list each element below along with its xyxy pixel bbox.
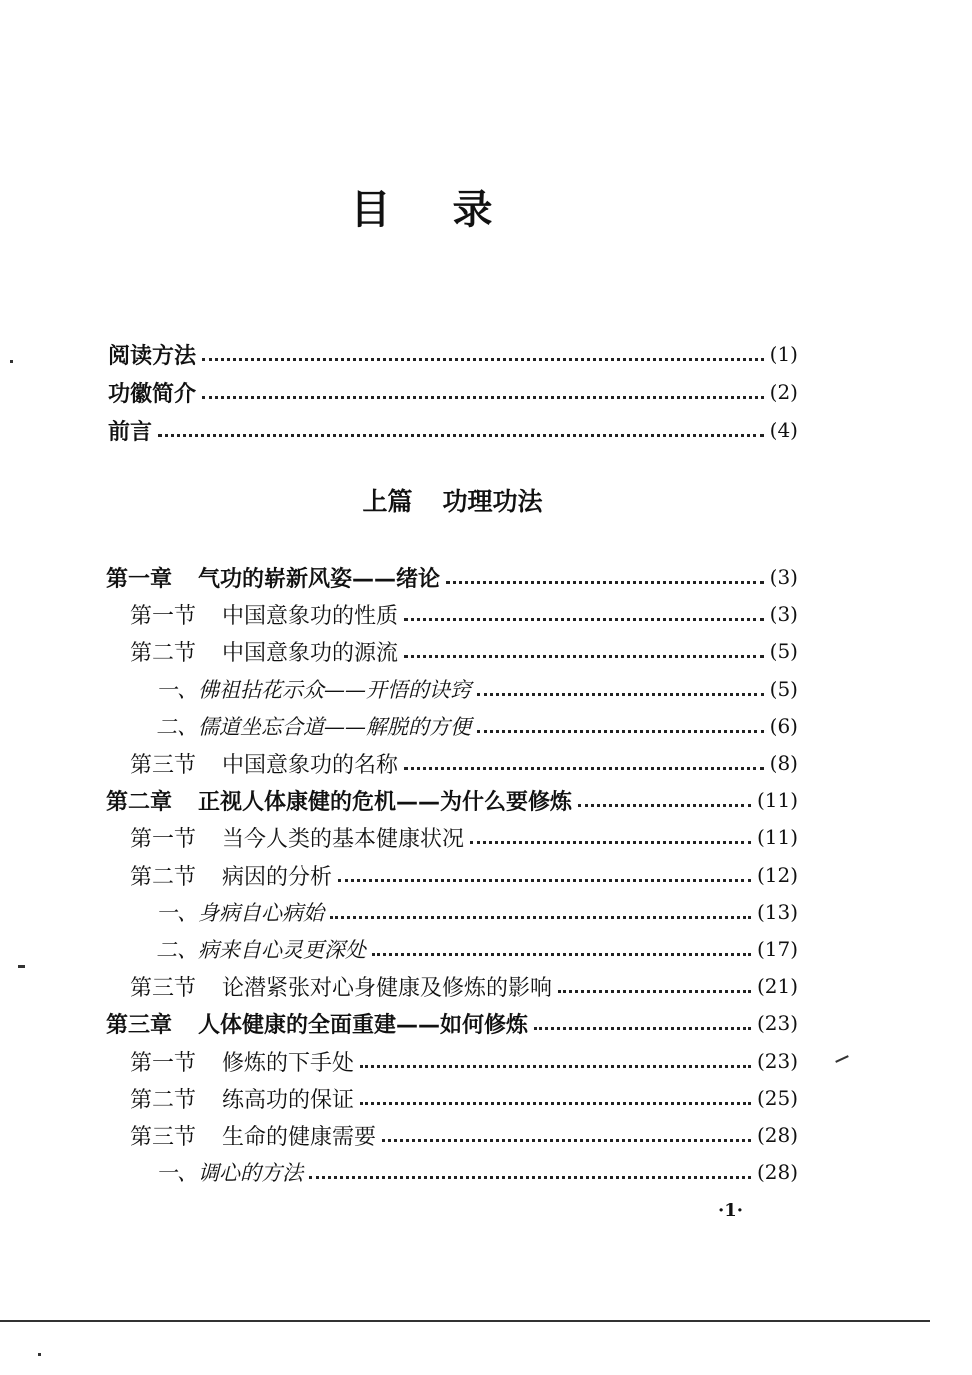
toc-entry <box>106 561 798 593</box>
toc-entry <box>106 784 798 816</box>
toc-entry-page: (5) <box>769 677 798 701</box>
toc-entry-title: 第一节 当今人类的基本健康状况 <box>130 826 465 852</box>
dot-leader <box>404 618 764 621</box>
toc-entry-page: (17) <box>756 937 798 961</box>
dot-leader <box>202 396 764 399</box>
toc-entry-page: (11) <box>756 825 798 849</box>
part-title <box>0 482 905 518</box>
toc-entry <box>156 933 798 965</box>
toc-entry-title: 阅读方法 <box>108 343 197 369</box>
toc-entry-title: 第一章 气功的崭新风姿——绪论 <box>106 566 441 592</box>
toc-entry-page: (13) <box>756 900 798 924</box>
toc-entry <box>108 414 798 446</box>
toc-entry-page: (23) <box>756 1011 798 1035</box>
toc-entry-title: 二、儒道坐忘合道——解脱的方便 <box>156 715 471 739</box>
toc-entry-title: 一、身病自心病始 <box>156 901 324 925</box>
toc-entry <box>130 859 798 891</box>
toc-entry-title: 第二章 正视人体康健的危机——为什么要修炼 <box>106 789 573 815</box>
toc-entry <box>156 896 798 928</box>
part-label: 上篇 <box>362 487 413 516</box>
toc-entry <box>130 1119 798 1151</box>
toc-entry <box>156 1156 798 1188</box>
toc-entry-title: 一、佛祖拈花示众——开悟的诀窍 <box>156 678 471 702</box>
toc-entry-page: (4) <box>769 418 798 442</box>
dot-leader <box>558 990 751 993</box>
page-title: 目录 <box>350 187 555 233</box>
toc-entry-title: 第三节 中国意象功的名称 <box>130 752 399 778</box>
toc-entry-title: 前言 <box>108 419 153 445</box>
toc-entry-title: 一、调心的方法 <box>156 1161 303 1185</box>
toc-entry <box>156 673 798 705</box>
toc-entry-title: 第一节 修炼的下手处 <box>130 1050 355 1076</box>
toc-entry-page: (28) <box>756 1160 798 1184</box>
dot-leader <box>382 1139 751 1142</box>
toc-entry-title: 第三章 人体健康的全面重建——如何修炼 <box>106 1012 529 1038</box>
toc-entry-title: 第二节 中国意象功的源流 <box>130 640 399 666</box>
dot-leader <box>404 655 764 658</box>
toc-entry-page: (28) <box>756 1123 798 1147</box>
dot-leader <box>338 879 751 882</box>
scan-speck <box>38 1353 41 1356</box>
toc-entry <box>108 376 798 408</box>
dot-leader <box>360 1102 751 1105</box>
toc-entry <box>130 635 798 667</box>
part-name: 功理功法 <box>442 487 543 516</box>
toc-entry-title: 第二节 练高功的保证 <box>130 1087 355 1113</box>
dot-leader <box>372 953 751 956</box>
toc-entry-page: (2) <box>769 380 798 404</box>
toc-entry-title: 第三节 论潜紧张对心身健康及修炼的影响 <box>130 975 553 1001</box>
toc-entry <box>108 338 798 370</box>
toc-entry <box>130 821 798 853</box>
dot-leader <box>309 1176 751 1179</box>
toc-entry-title: 第三节 生命的健康需要 <box>130 1124 377 1150</box>
toc-entry-title: 功徽简介 <box>108 381 197 407</box>
bottom-rule <box>0 1320 930 1322</box>
dot-leader <box>446 581 764 584</box>
toc-entry-title: 二、病来自心灵更深处 <box>156 938 366 962</box>
page-number: ·1· <box>718 1200 744 1221</box>
toc-entry-page: (21) <box>756 974 798 998</box>
toc-entry <box>130 598 798 630</box>
scan-speck <box>18 965 25 968</box>
dot-leader <box>158 434 764 437</box>
toc-entry-page: (1) <box>769 342 798 366</box>
toc-entry-page: (3) <box>769 565 798 589</box>
toc-entry <box>156 710 798 742</box>
scan-speck <box>835 1055 849 1063</box>
dot-leader <box>534 1027 751 1030</box>
dot-leader <box>202 358 764 361</box>
toc-entry <box>130 747 798 779</box>
toc-entry-page: (6) <box>769 714 798 738</box>
dot-leader <box>330 916 751 919</box>
scan-speck <box>10 360 13 363</box>
dot-leader <box>578 804 751 807</box>
toc-entry-title: 第一节 中国意象功的性质 <box>130 603 399 629</box>
toc-entry-page: (11) <box>756 788 798 812</box>
dot-leader <box>477 730 764 733</box>
dot-leader <box>404 767 764 770</box>
dot-leader <box>360 1065 751 1068</box>
toc-entry-page: (5) <box>769 639 798 663</box>
toc-entry-page: (23) <box>756 1049 798 1073</box>
dot-leader <box>477 693 764 696</box>
toc-entry-page: (8) <box>769 751 798 775</box>
toc-entry-title: 第二节 病因的分析 <box>130 864 333 890</box>
toc-entry <box>130 1045 798 1077</box>
toc-entry-page: (25) <box>756 1086 798 1110</box>
toc-entry-page: (12) <box>756 863 798 887</box>
toc-entry-page: (3) <box>769 602 798 626</box>
toc-entry <box>130 1082 798 1114</box>
toc-entry <box>106 1007 798 1039</box>
dot-leader <box>470 841 751 844</box>
toc-entry <box>130 970 798 1002</box>
